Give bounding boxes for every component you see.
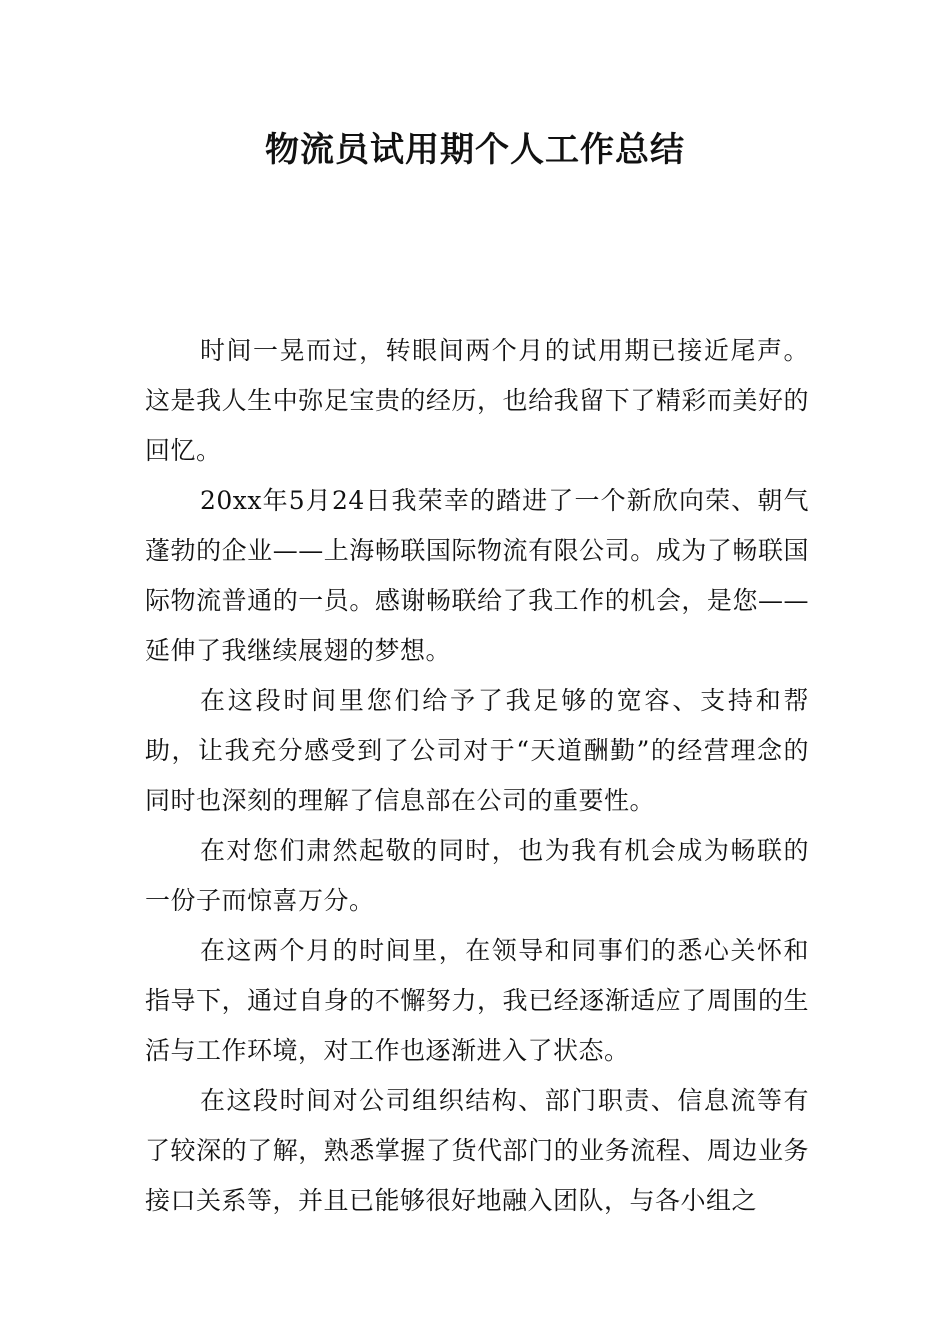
document-title: 物流员试用期个人工作总结: [265, 130, 685, 170]
paragraph-6: 在这段时间对公司组织结构、部门职责、信息流等有了较深的了解，熟悉掌握了货代部门的业务流程、周边业务接口关系等，并且已能够很好地融入团队，与各小组之: [145, 1086, 809, 1215]
paragraph-3: 在这段时间里您们给予了我足够的宽容、支持和帮助，让我充分感受到了公司对于“天道酬勤”的经营理念的同时也深刻的理解了信息部在公司的重要性。: [145, 686, 809, 815]
paragraph-2: 20xx年5月24日我荣幸的踏进了一个新欣向荣、朝气蓬勃的企业——上海畅联国际物流有限公司。成为了畅联国际物流普通的一员。感谢畅联给了我工作的机会，是您——延伸了我继续展翅的梦想。: [145, 486, 809, 665]
paragraph-4: 在对您们肃然起敬的同时，也为我有机会成为畅联的一份子而惊喜万分。: [145, 836, 809, 915]
paragraph-5: 在这两个月的时间里，在领导和同事们的悉心关怀和指导下，通过自身的不懈努力，我已经逐渐适应了周围的生活与工作环境，对工作也逐渐进入了状态。: [145, 936, 809, 1065]
document-body: [145, 326, 809, 1226]
paragraph-1: 时间一晃而过，转眼间两个月的试用期已接近尾声。这是我人生中弥足宝贵的经历，也给我留下了精彩而美好的回忆。: [145, 336, 809, 465]
